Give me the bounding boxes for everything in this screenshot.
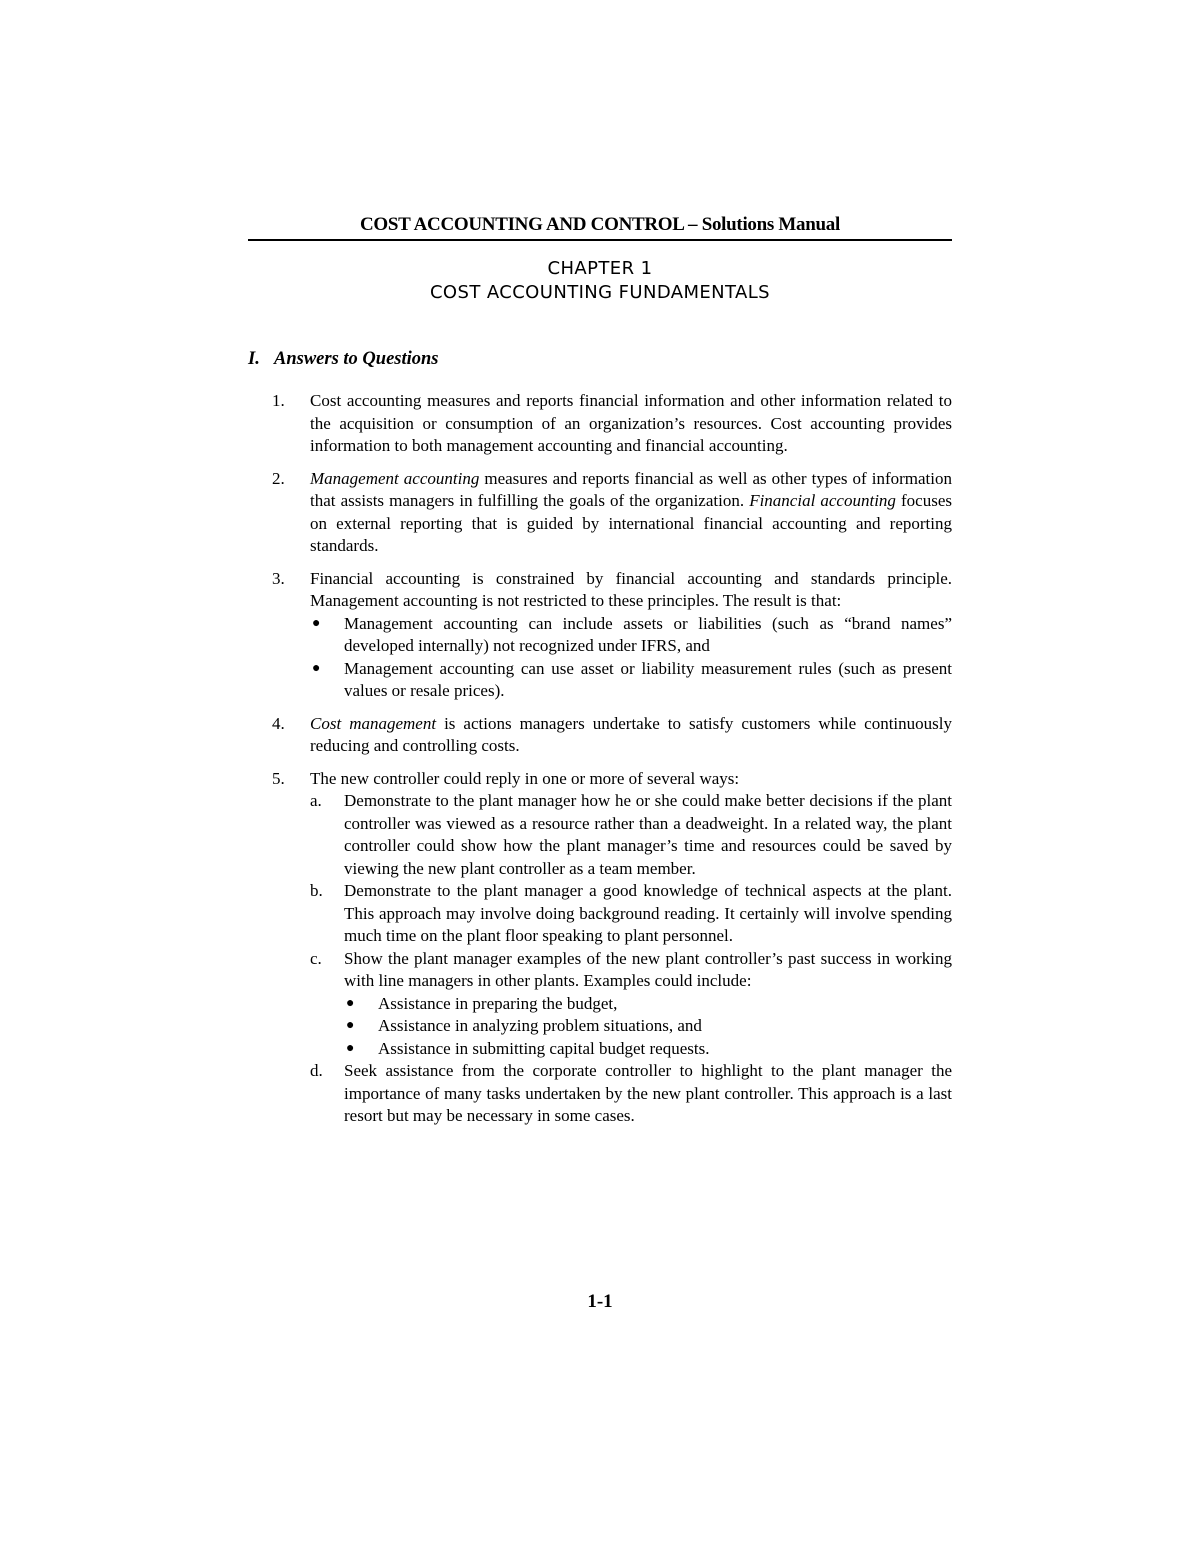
bullet-item: ● Assistance in preparing the budget, [344,993,952,1016]
sub-letter: c. [310,948,322,968]
answer-text: measures and reports financial as well as other types of information that assists managers in fulfilling the goals of the organization. [310,468,952,510]
answer-text: is actions managers undertake to satisfy customers while continuously reducing and controlling costs. [310,713,952,755]
answer-item-3 [248,568,952,703]
bullet-icon: ● [346,1040,355,1056]
term-financial-accounting: Financial accounting [749,491,896,510]
bullet-item: ● Management accounting can use asset or liability measurement rules (such as present values or resale prices). [312,658,952,700]
term-cost-management: Cost management [310,713,437,733]
sub-letter: b. [310,881,323,900]
answer-text: The new controller could reply in one or more of several ways: [310,768,740,788]
answer-number: 2. [272,468,285,488]
term-management-accounting: Management accounting [310,468,480,488]
page-number: 1-1 [587,1291,613,1312]
sub-item-a: a. Demonstrate to the plant manager how he or she could make better decisions if the plant controller was viewed as a resource rather than a deadweight. In a related way, the plant controller could show how the plant manager’s time and resources could be saved by viewing the new plant controller as a team member. [310,791,952,878]
sub-list [310,790,952,1128]
bullet-item: ● Management accounting can include assets or liabilities (such as “brand names” developed internally) not recognized under IFRS, and [312,613,952,655]
bullet-list [310,613,952,703]
answer-number: 4. [272,713,285,733]
section-heading [248,349,952,370]
bullet-icon: ● [346,1018,355,1033]
document-page [248,214,952,1138]
answer-text: focuses on external reporting that is guided by international financial accounting and reporting standards. [310,491,952,555]
chapter-label: CHAPTER 1 [547,258,653,279]
answer-text: Financial accounting is constrained by financial accounting and standards principle. Management accounting is not restricted to these principles. The result is that: [310,568,952,610]
bullet-list [344,993,952,1061]
answer-number: 5. [272,768,285,788]
sub-letter: a. [310,791,322,810]
chapter-heading [248,257,952,305]
section-number: I. [248,349,260,369]
answer-item-5 [248,768,952,1128]
answer-number: 1. [272,391,285,410]
running-header: COST ACCOUNTING AND CONTROL – Solutions Manual [248,214,952,241]
answer-item-4 [248,713,952,758]
bullet-item: ● Assistance in analyzing problem situations, and [344,1015,952,1038]
bullet-icon: ● [312,615,321,631]
chapter-title: COST ACCOUNTING FUNDAMENTALS [429,282,771,303]
bullet-icon: ● [312,660,321,676]
answers-list [248,390,952,1128]
bullet-item: ● Assistance in submitting capital budget requests. [344,1038,952,1061]
answer-item-1 [248,390,952,458]
answer-text: Cost accounting measures and reports financial information and other information related to the acquisition or consumption of an organization’s resources. Cost accounting provides information to both management accounting and financial accounting. [310,391,952,455]
sub-letter: d. [310,1061,323,1080]
sub-item-d: d. Seek assistance from the corporate controller to highlight to the plant manager the importance of many tasks undertaken by the new plant controller. This approach is a last resort but may be necessary in some cases. [310,1061,952,1125]
sub-item-b: b. Demonstrate to the plant manager a good knowledge of technical aspects at the plant. This approach may involve doing background reading. It certainly will involve spending much time on the plant floor speaking to plant personnel. [310,881,952,945]
bullet-icon: ● [346,995,355,1011]
section-title: Answers to Questions [274,349,439,369]
answer-number: 3. [272,568,285,588]
answer-item-2 [248,468,952,558]
sub-item-c: c. Show the plant manager examples of the new plant controller’s past success in working with line managers in other plants. Examples could include: ● Assistance in preparing the budget, ● Assistance in analyzing problem situations, and ● Assistance in submitting capital budget requests. [310,948,952,1061]
